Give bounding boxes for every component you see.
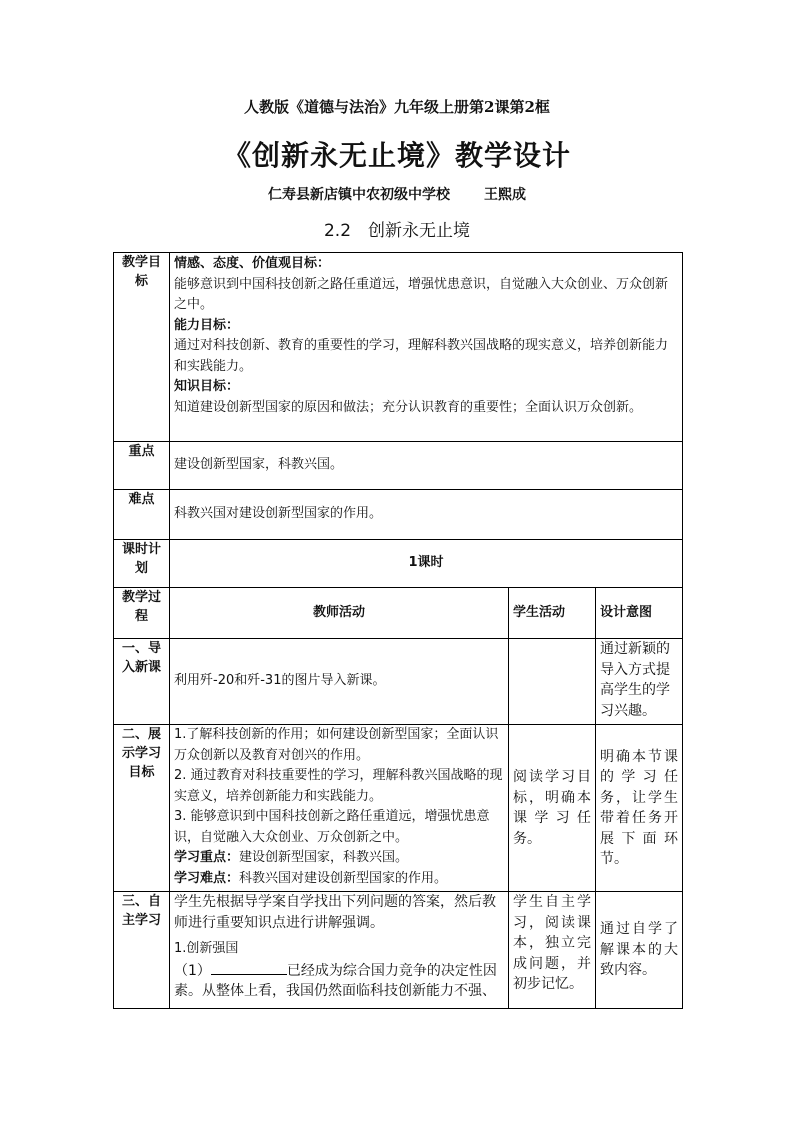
self-study-teacher-activity xyxy=(170,892,509,1009)
student-activity-header: 学生活动 xyxy=(509,588,596,639)
intro-design-intent: 通过新颖的导入方式提高学生的学习兴趣。 xyxy=(596,639,683,725)
objective-text-knowledge: 知道建设创新型国家的原因和做法；充分认识教育的重要性；全面认识万众创新。 xyxy=(174,399,643,415)
intro-row xyxy=(114,639,683,725)
goals-teacher-activity xyxy=(170,725,509,892)
objective-text-emotion: 能够意识到中国科技创新之路任重道远，增强忧患意识，自觉融入大众创业、万众创新之中。 xyxy=(174,276,669,312)
process-label: 教学过程 xyxy=(114,588,170,639)
goals-label: 二、展示学习目标 xyxy=(114,725,170,892)
self-study-topic: 1.创新强国 xyxy=(174,941,239,956)
intro-label: 一、导入新课 xyxy=(114,639,170,725)
key-point-text: 建设创新型国家，科教兴国。 xyxy=(170,442,683,490)
goal-item-2: 2. 通过教育对科技重要性的学习，理解科教兴国战略的现实意义，培养创新能力和实践能力。 xyxy=(174,768,503,804)
document-title: 《创新永无止境》教学设计 xyxy=(222,139,571,172)
objective-heading-knowledge: 知识目标： xyxy=(174,379,240,394)
key-point-label: 重点 xyxy=(114,442,170,490)
goals-design-intent: 明确本节课的学习任务，让学生带着任务开展下面环节。 xyxy=(596,725,683,892)
teacher-name: 王熙成 xyxy=(484,187,526,203)
difficulty-row xyxy=(114,490,683,540)
difficulty-label: 难点 xyxy=(114,490,170,540)
document-subtitle: 人教版《道德与法治》九年级上册第2课第2框 xyxy=(244,98,550,116)
goal-difficulty: 学习难点：科教兴国对建设创新型国家的作用。 xyxy=(174,870,448,886)
intro-student-activity xyxy=(509,639,596,725)
goal-item-3: 3. 能够意识到中国科技创新之路任重道远，增强忧患意识，自觉融入大众创业、万众创新之中。 xyxy=(174,809,490,845)
periods-text: 1课时 xyxy=(170,540,683,588)
periods-label: 课时计划 xyxy=(114,540,170,588)
objective-heading-emotion: 情感、态度、价值观目标： xyxy=(174,256,331,271)
difficulty-text: 科教兴国对建设创新型国家的作用。 xyxy=(170,490,683,540)
goals-student-activity: 阅读学习目标，明确本课学习任务。 xyxy=(509,725,596,892)
self-study-intro: 学生先根据导学案自学找出下列问题的答案，然后教师进行重要知识点进行讲解强调。 xyxy=(174,894,496,931)
goals-row xyxy=(114,725,683,892)
intro-teacher-activity: 利用歼-20和歼-31的图片导入新课。 xyxy=(170,639,509,725)
answer-blank[interactable] xyxy=(211,960,287,975)
school-name: 仁寿县新店镇中农初级中学校 xyxy=(268,187,450,203)
objective-text-ability: 通过对科技创新、教育的重要性的学习，理解科教兴国战略的现实意义，培养创新能力和实践能力。 xyxy=(174,338,669,374)
self-study-student-activity: 学生自主学习，阅读课本，独立完成问题，并初步记忆。 xyxy=(509,892,596,1009)
design-intent-header: 设计意图 xyxy=(596,588,683,639)
goal-key-point: 学习重点：建设创新型国家，科教兴国。 xyxy=(174,850,409,865)
objectives-label: 教学目标 xyxy=(114,253,170,442)
teacher-activity-header: 教师活动 xyxy=(170,588,509,639)
author-line xyxy=(0,184,794,204)
objectives-content xyxy=(170,253,683,442)
self-study-question: （1） 已经成为综合国力竞争的决定性因素。从整体上看，我国仍然面临科技创新能力不强、 xyxy=(174,960,504,1002)
process-header-row xyxy=(114,588,683,639)
goal-item-1: 1.了解科技创新的作用；如何建设创新型国家；全面认识万众创新以及教育对创兴的作用。 xyxy=(174,727,499,763)
objectives-row xyxy=(114,253,683,442)
objective-heading-ability: 能力目标： xyxy=(174,317,240,333)
section-heading: 2.2 创新永无止境 xyxy=(323,221,471,241)
self-study-design-intent: 通过自学了解课本的大致内容。 xyxy=(596,892,683,1009)
self-study-label: 三、自主学习 xyxy=(114,892,170,1009)
periods-row xyxy=(114,540,683,588)
self-study-row xyxy=(114,892,683,1009)
key-point-row xyxy=(114,442,683,490)
lesson-plan-table xyxy=(113,252,683,1009)
